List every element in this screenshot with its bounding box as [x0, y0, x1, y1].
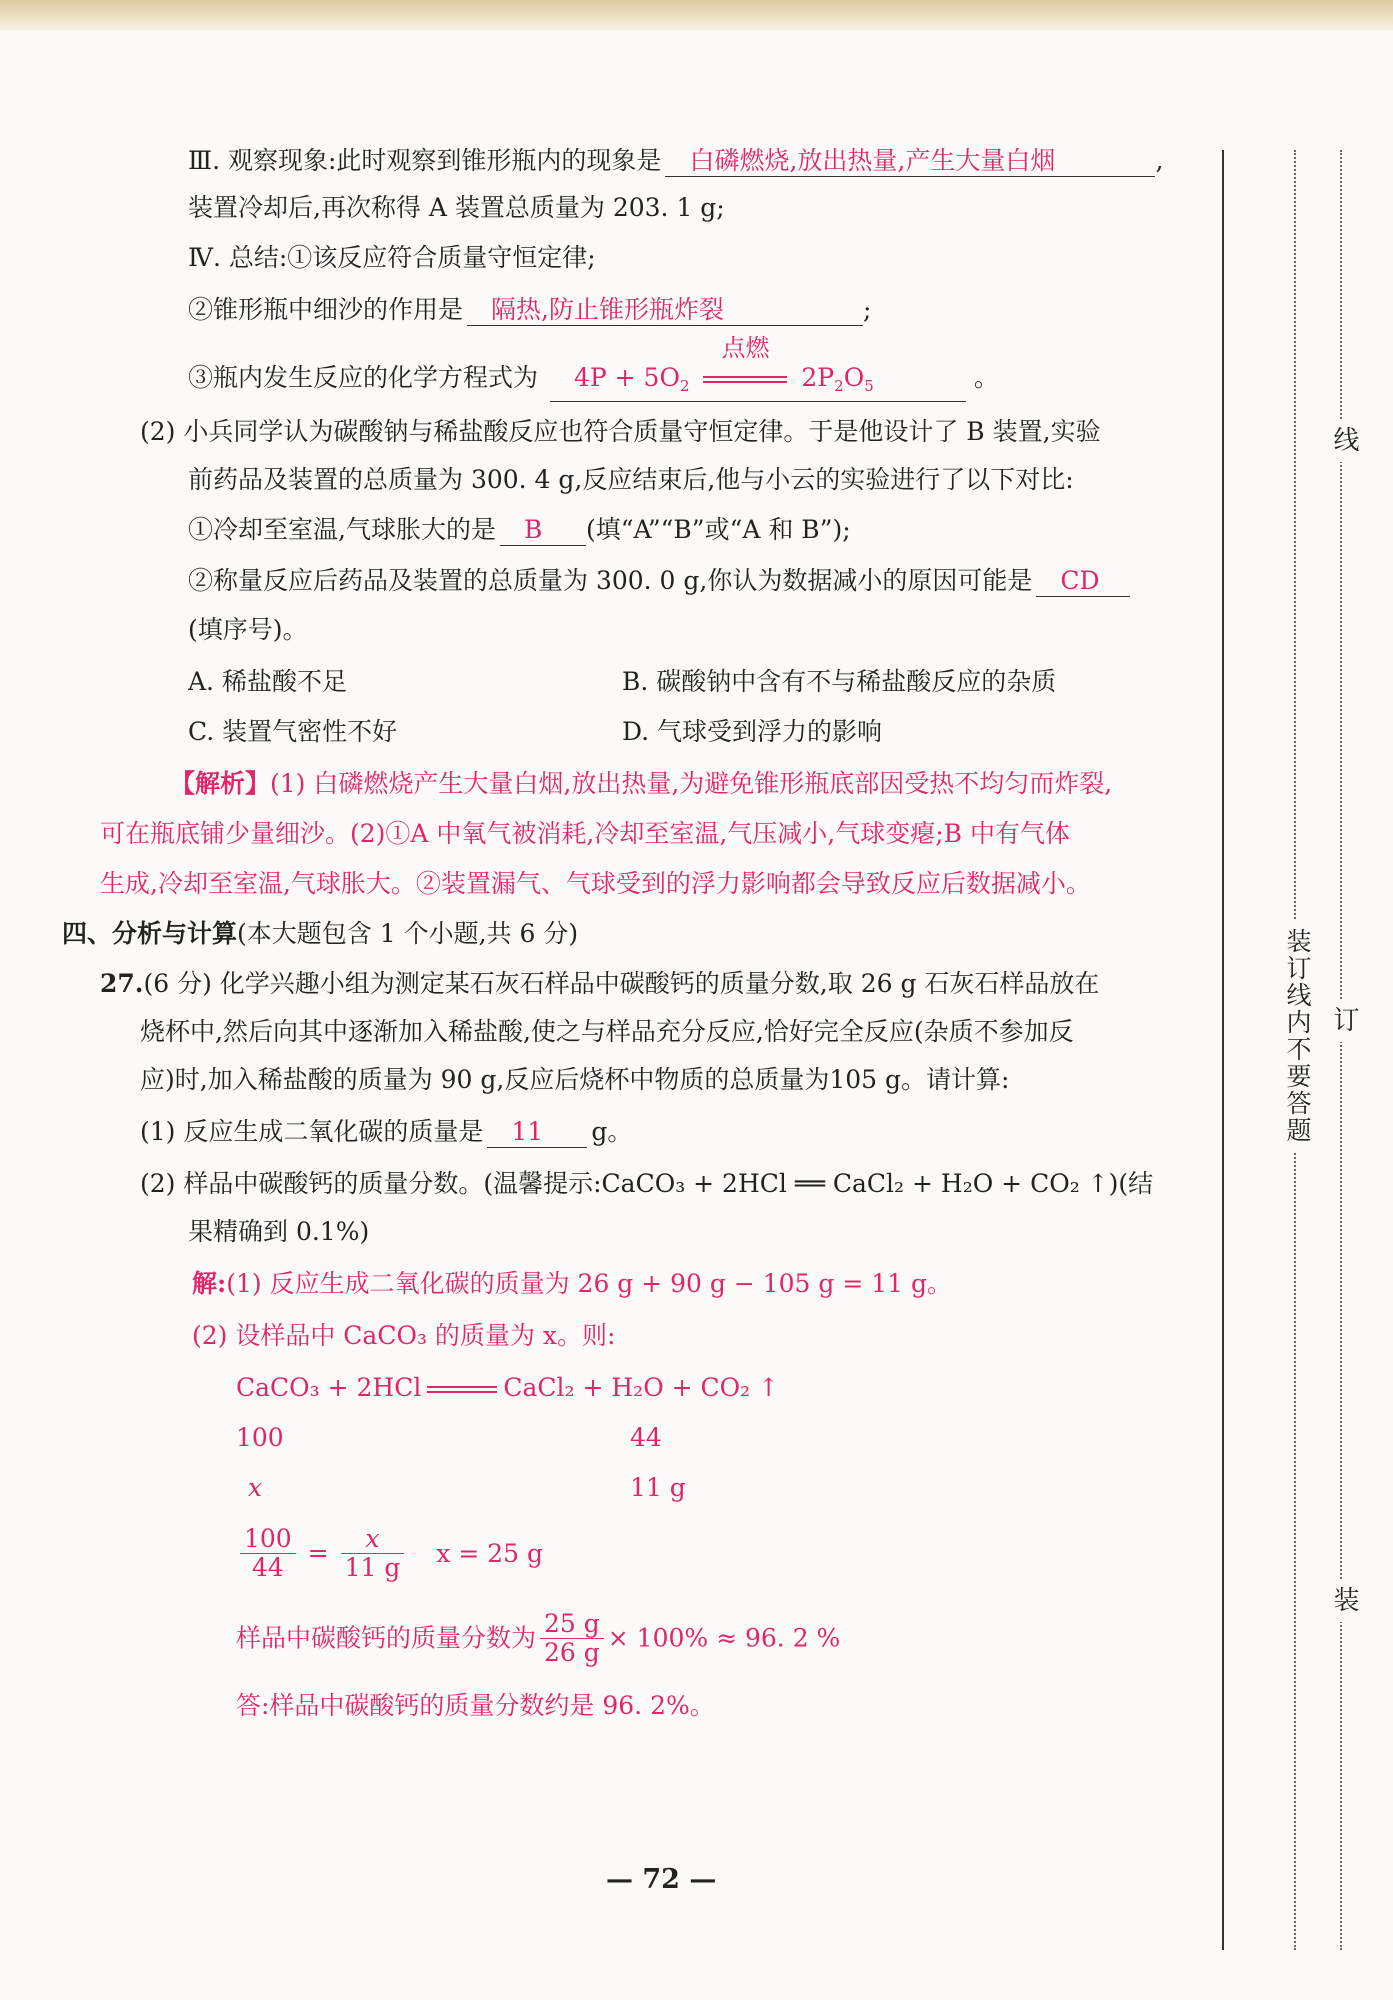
- sub1-answer: 11: [487, 1117, 587, 1148]
- solution-equation: CaCO₃ + 2HCl CaCl₂ + H₂O + CO₂ ↑: [236, 1373, 780, 1402]
- ratio-fraction-2: $\frac{x}{11 g}$: [341, 1525, 405, 1582]
- equation-line: ③瓶内发生反应的化学方程式为 $4P + 5O_2$ 点燃 $2P_2O_5$ 。: [188, 360, 999, 402]
- option-c: C. 装置气密性不好: [188, 717, 398, 746]
- molar-mass-caco3: 100: [236, 1423, 284, 1452]
- option-a: A. 稀盐酸不足: [188, 667, 347, 696]
- solution-step2: (2) 设样品中 CaCO₃ 的质量为 x。则:: [192, 1321, 616, 1350]
- part2-q2-hint: (填序号)。: [188, 615, 308, 644]
- option-d: D. 气球受到浮力的影响: [622, 717, 883, 746]
- analysis-label: 【解析】: [170, 769, 271, 798]
- q27-sub2-line2: 果精确到 0.1%): [188, 1217, 370, 1246]
- section4-heading: 四、分析与计算(本大题包含 1 个小题,共 6 分): [62, 919, 579, 948]
- unknown-x: x: [248, 1473, 263, 1502]
- page-number: — 72 —: [606, 1864, 717, 1895]
- step4-line: Ⅳ. 总结:①该反应符合质量守恒定律;: [188, 243, 596, 272]
- q27-line2: 烧杯中,然后向其中逐渐加入稀盐酸,使之与样品充分反应,恰好完全反应(杂质不参加反: [140, 1017, 1074, 1046]
- percent-fraction: $\frac{25 g}{26 g}$: [540, 1610, 604, 1667]
- ratio-fraction-1: $\frac{100}{44}$: [240, 1525, 296, 1582]
- binding-zhuang: 装: [1326, 1580, 1363, 1622]
- solution-label: 解:: [192, 1269, 227, 1298]
- part2-q1: ①冷却至室温,气球胀大的是 B (填“A”“B”或“A 和 B”);: [188, 515, 851, 544]
- analysis-line3: 生成,冷却至室温,气球胀大。②装置漏气、气球受到的浮力影响都会导致反应后数据减小。: [100, 869, 1091, 898]
- solution-step1: 解:(1) 反应生成二氧化碳的质量为 26 g + 90 g − 105 g = 11 g。: [192, 1269, 953, 1298]
- equation-answer: $4P + 5O_2$ 点燃 $2P_2O_5$: [550, 363, 966, 402]
- section4-title: 四、分析与计算: [62, 919, 238, 948]
- analysis-line1: 【解析】(1) 白磷燃烧产生大量白烟,放出热量,为避免锥形瓶底部因受热不均匀而炸裂,: [170, 769, 1113, 798]
- part2-q2: ②称量反应后药品及装置的总质量为 300. 0 g,你认为数据减小的原因可能是 CD: [188, 563, 1130, 599]
- equals-sign: [703, 376, 787, 383]
- q27-number: 27.: [100, 969, 144, 998]
- final-answer: 答:样品中碳酸钙的质量分数约是 96. 2%。: [236, 1691, 715, 1720]
- q27-sub2-line1: (2) 样品中碳酸钙的质量分数。(温馨提示:CaCO₃ + 2HCl ══ CaCl₂ + H₂O + CO₂ ↑)(结: [140, 1169, 1154, 1198]
- binding-ding: 订: [1326, 1000, 1363, 1042]
- step3-answer: 白磷燃烧,放出热量,产生大量白烟: [665, 146, 1155, 177]
- q27-line3: 应)时,加入稀盐酸的质量为 90 g,反应后烧杯中物质的总质量为105 g。请计算:: [140, 1065, 1010, 1094]
- q2-answer: CD: [1036, 566, 1130, 597]
- percent-line: 样品中碳酸钙的质量分数为 $\frac{25 g}{26 g}$ × 100% ≈ 96. 2 %: [236, 1609, 841, 1667]
- molar-mass-co2: 44: [630, 1423, 662, 1452]
- binding-solid-line: [1222, 150, 1224, 1950]
- sand-line: ②锥形瓶中细沙的作用是 隔热,防止锥形瓶炸裂 ;: [188, 295, 872, 324]
- sand-answer: 隔热,防止锥形瓶炸裂: [467, 295, 863, 326]
- part2-line1: (2) 小兵同学认为碳酸钠与稀盐酸反应也符合质量守恒定律。于是他设计了 B 装置,实验: [140, 417, 1101, 446]
- page-top-band: [0, 0, 1393, 30]
- part2-line2: 前药品及装置的总质量为 300. 4 g,反应结束后,他与小云的实验进行了以下对比:: [188, 465, 1074, 494]
- step3-line: Ⅲ. 观察现象:此时观察到锥形瓶内的现象是 白磷燃烧,放出热量,产生大量白烟 ,: [188, 146, 1164, 175]
- condition-label: 点燃: [721, 334, 770, 362]
- step3-mass-line: 装置冷却后,再次称得 A 装置总质量为 203. 1 g;: [188, 193, 725, 222]
- binding-xian: 线: [1326, 420, 1363, 462]
- equation-equals: [427, 1386, 497, 1393]
- q1-answer: B: [500, 515, 586, 546]
- analysis-line2: 可在瓶底铺少量细沙。(2)①A 中氧气被消耗,冷却至室温,气压减小,气球变瘪;B 中有气体: [100, 819, 1070, 848]
- binding-notice: 装订线内不要答题: [1279, 920, 1315, 1152]
- q27-line1: 27.(6 分) 化学兴趣小组为测定某石灰石样品中碳酸钙的质量分数,取 26 g 石灰石样品放在: [100, 969, 1100, 998]
- option-b: B. 碳酸钠中含有不与稀盐酸反应的杂质: [622, 667, 1057, 696]
- ratio-result: x = 25 g: [436, 1538, 543, 1568]
- ratio-line: $\frac{100}{44}$ = $\frac{x}{11 g}$ x = 25 g: [236, 1525, 543, 1582]
- q27-sub1: (1) 反应生成二氧化碳的质量是 11 g。: [140, 1117, 633, 1146]
- co2-mass: 11 g: [630, 1473, 686, 1502]
